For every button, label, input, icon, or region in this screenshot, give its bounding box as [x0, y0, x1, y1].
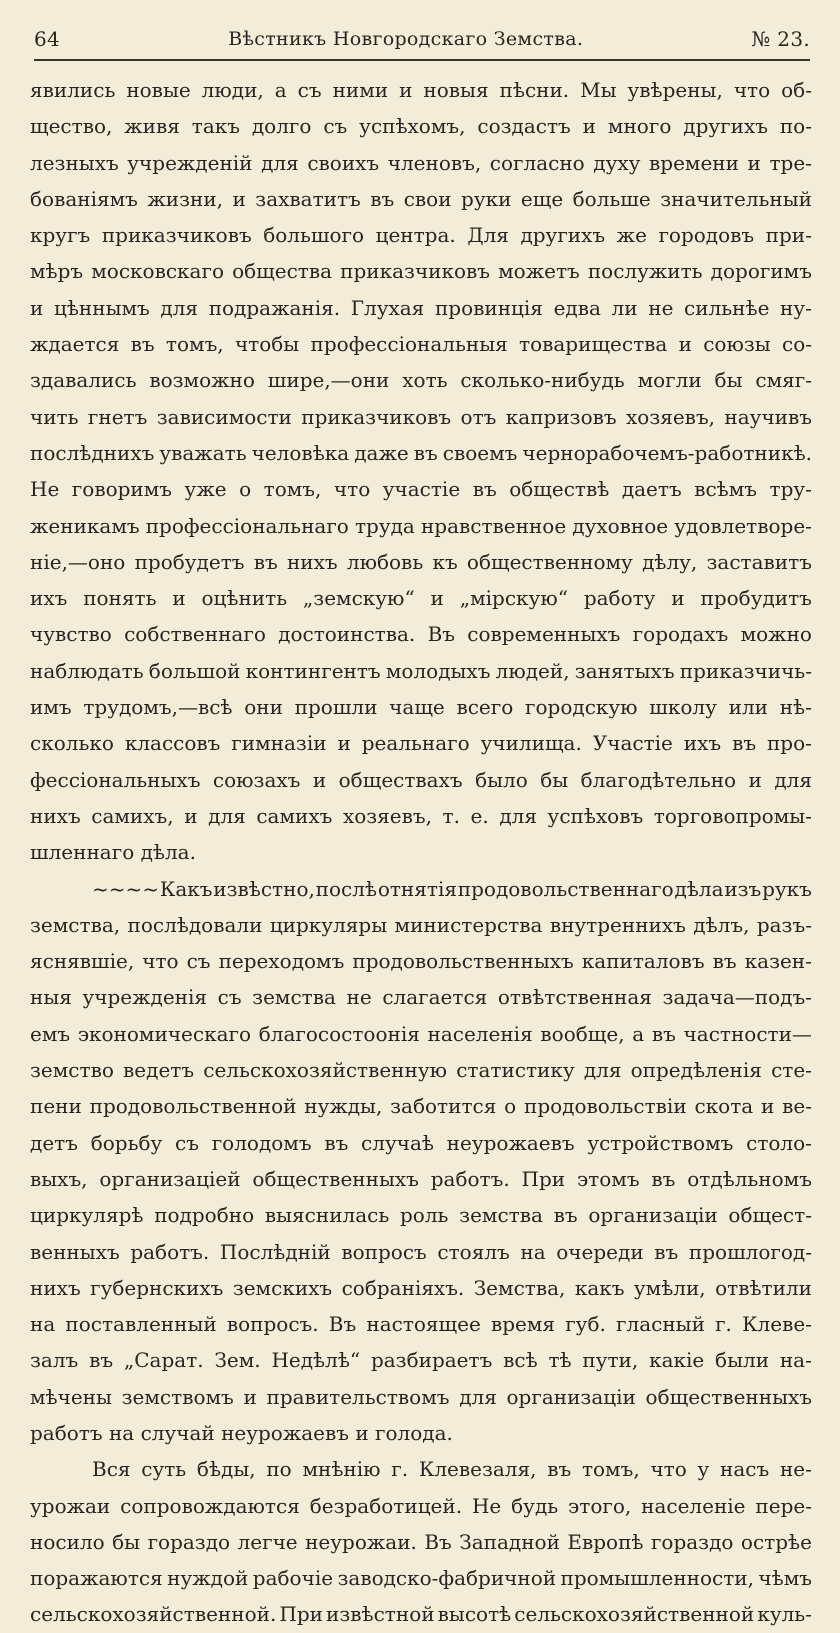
- text-line: циркулярѣ подробно выяснилась роль земства въ организаціи общест-: [30, 1203, 812, 1228]
- text-line: носило бы гораздо легче неурожаи. Въ Западной Европѣ гораздо острѣе: [30, 1529, 812, 1554]
- text-line: мѣчены земствомъ и правительствомъ для организаціи общественныхъ: [30, 1384, 812, 1409]
- text-line: ~~~~ Какъ извѣстно, послѣ отнятія продовольственнаго дѣла изъ рукъ: [92, 876, 812, 901]
- text-line: кругъ приказчиковъ большого центра. Для другихъ же городовъ при-: [30, 223, 812, 248]
- text-line: ніе,—оно пробудетъ въ нихъ любовь къ общественному дѣлу, заставитъ: [30, 549, 812, 574]
- text-line: шленнаго дѣла.: [30, 840, 196, 865]
- text-line: имъ трудомъ,—всѣ они прошли чаще всего городскую школу или нѣ-: [30, 695, 812, 720]
- text-line: пени продовольственной нужды, заботится о продовольствіи скота и ве-: [30, 1094, 812, 1119]
- text-line: лезныхъ учрежденій для своихъ членовъ, согласно духу времени и тре-: [30, 150, 812, 175]
- journal-title: Вѣстникъ Новгородскаго Земства.: [228, 28, 584, 50]
- text-line: наблюдать большой контингентъ молодыхъ людей, занятыхъ приказчичь-: [30, 658, 812, 683]
- text-line: земства, послѣдовали циркуляры министерства внутреннихъ дѣлъ, разъ-: [30, 912, 812, 937]
- text-line: женикамъ профессіональнаго труда нравственное духовное удовлетворе-: [30, 513, 812, 538]
- text-line: урожаи сопровождаются безработицей. Не будь этого, населеніе пере-: [30, 1493, 812, 1518]
- text-line: ныя учрежденія съ земства не слагается отвѣтственная задача—подъ-: [30, 985, 812, 1010]
- text-line: ихъ понять и оцѣнить „земскую“ и „мірскую“ работу и пробудитъ: [30, 586, 812, 611]
- text-line: бованіямъ жизни, и захватитъ въ свои руки еще больше значительный: [30, 186, 812, 211]
- text-line: Вся суть бѣды, по мнѣнію г. Клевезаля, въ томъ, что у насъ не-: [92, 1457, 812, 1482]
- text-line: здавались возможно шире,—они хоть сколько-нибудь могли бы смяг-: [30, 368, 812, 393]
- header-rule: [34, 59, 810, 61]
- page-number: 64: [34, 27, 61, 51]
- text-line: мѣръ московскаго общества приказчиковъ можетъ послужить дорогимъ: [30, 259, 812, 284]
- text-line: сельскохозяйственной. При извѣстной высотѣ сельскохозяйственной куль-: [30, 1602, 812, 1627]
- text-line: емъ экономическаго благосостоонія населенія вообще, а въ частности—: [30, 1021, 812, 1046]
- issue-number: № 23.: [751, 27, 810, 51]
- text-line: явились новые люди, а съ ними и новыя пѣсни. Мы увѣрены, что об-: [30, 78, 812, 102]
- text-line: чить гнетъ зависимости приказчиковъ отъ капризовъ хозяевъ, научивъ: [30, 404, 812, 429]
- text-line: на поставленный вопросъ. Въ настоящее время губ. гласный г. Клеве-: [30, 1312, 812, 1337]
- text-line: детъ борьбу съ голодомъ въ случаѣ неурожаевъ устройствомъ столо-: [30, 1130, 812, 1155]
- text-line: фессіональныхъ союзахъ и обществахъ было бы благодѣтельно и для: [30, 767, 812, 792]
- text-line: послѣднихъ уважать человѣка даже въ своемъ чернорабочемъ-работникѣ.: [30, 440, 812, 465]
- running-header: [34, 22, 810, 56]
- text-line: сколько классовъ гимназіи и реальнаго училища. Участіе ихъ въ про-: [30, 731, 812, 756]
- text-line: работъ на случай неурожаевъ и голода.: [30, 1420, 453, 1445]
- text-line: выхъ, организаціей общественныхъ работъ. При этомъ въ отдѣльномъ: [30, 1166, 812, 1191]
- text-body: [30, 72, 812, 1633]
- text-line: Не говоримъ уже о томъ, что участіе въ обществѣ даетъ всѣмъ тру-: [30, 477, 812, 502]
- text-line: ждается въ томъ, чтобы профессіональныя товарищества и союзы со-: [30, 332, 812, 357]
- text-line: венныхъ работъ. Послѣдній вопросъ стоялъ на очереди въ прошлогод-: [30, 1239, 812, 1264]
- text-line: земство ведетъ сельскохозяйственную статистику для опредѣленія сте-: [30, 1058, 812, 1083]
- text-line: нихъ самихъ, и для самихъ хозяевъ, т. е. для успѣховъ торговопромы-: [30, 803, 812, 828]
- text-line: щество, живя такъ долго съ успѣхомъ, создастъ и много другихъ по-: [30, 114, 812, 139]
- text-line: чувство собственнаго достоинства. Въ современныхъ городахъ можно: [30, 622, 812, 647]
- text-line: яснявшіе, что съ переходомъ продовольственныхъ капиталовъ въ казен-: [30, 949, 812, 974]
- text-line: и цѣннымъ для подражанія. Глухая провинція едва ли не сильнѣе ну-: [30, 295, 812, 320]
- text-line: нихъ губернскихъ земскихъ собраніяхъ. Земства, какъ умѣли, отвѣтили: [30, 1275, 812, 1300]
- text-line: поражаются нуждой рабочіе заводско-фабричной промышленности, чѣмъ: [30, 1566, 812, 1591]
- text-line: залъ въ „Сарат. Зем. Недѣлѣ“ разбираетъ всѣ тѣ пути, какіе были на-: [30, 1348, 812, 1373]
